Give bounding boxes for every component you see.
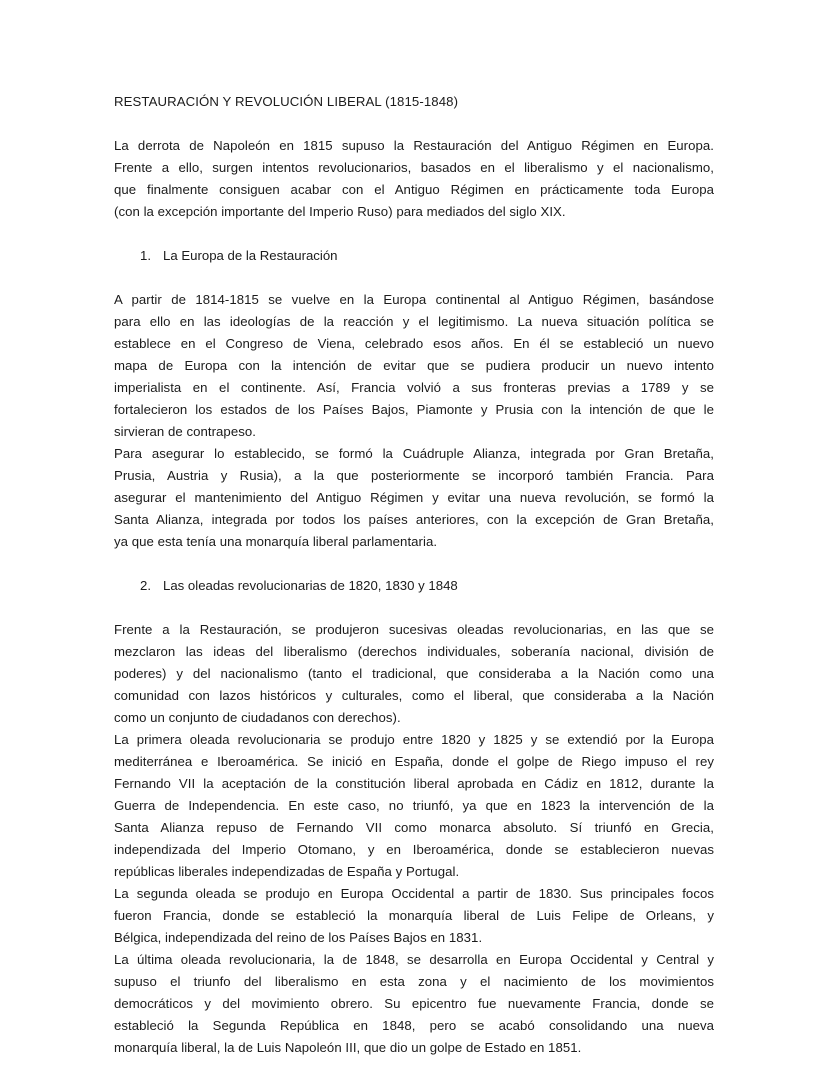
text-line: como un conjunto de ciudadanos con derechos). [114,710,401,725]
paragraph-s1-p2 [114,443,714,553]
text-line: Santa Alianza, integrada por todos los países anteriores, con la excepción de Gran Bretaña, [114,512,714,527]
text-line: La última oleada revolucionaria, la de 1848, se desarrolla en Europa Occidental y Central y [114,952,714,967]
text-line: estableció la Segunda República en 1848, pero se acabó consolidando una nueva [114,1018,714,1033]
section-label-1: La Europa de la Restauración [163,248,338,263]
text-line: comunidad con lazos históricos y culturales, como el liberal, que consideraba a la Nación [114,688,714,703]
section-number-2: 2. [140,578,151,593]
paragraph-s2-p1 [114,619,714,729]
section-label-2: Las oleadas revolucionarias de 1820, 1830 y 1848 [163,578,458,593]
text-line: La segunda oleada se produjo en Europa Occidental a partir de 1830. Sus principales focos [114,886,714,901]
text-line: Prusia, Austria y Rusia), a la que posteriormente se incorporó también Francia. Para [114,468,714,483]
text-line: mapa de Europa con la intención de evitar que se pudiera producir un nuevo intento [114,358,714,373]
text-line: mezclaron las ideas del liberalismo (derechos individuales, soberanía nacional, división de [114,644,714,659]
text-line: independizada del Imperio Otomano, y en Iberoamérica, donde se establecieron nuevas [114,842,714,857]
text-line: Frente a la Restauración, se produjeron sucesivas oleadas revolucionarias, en las que se [114,622,714,637]
text-line: para ello en las ideologías de la reacción y el legitimismo. La nueva situación política se [114,314,714,329]
text-line: Fernando VII la aceptación de la constitución liberal aprobada en Cádiz en 1812, durante la [114,776,714,791]
text-line: Bélgica, independizada del reino de los Países Bajos en 1831. [114,930,483,945]
text-line: democráticos y del movimiento obrero. Su epicentro fue nuevamente Francia, donde se [114,996,714,1011]
text-line: imperialista en el continente. Así, Francia volvió a sus fronteras previas a 1789 y se [114,380,714,395]
text-line: asegurar el mantenimiento del Antiguo Régimen y evitar una nueva revolución, se formó la [114,490,714,505]
text-line: fortalecieron los estados de los Países Bajos, Piamonte y Prusia con la intención de que le [114,402,714,417]
text-line: sirvieran de contrapeso. [114,424,256,439]
text-line: (con la excepción importante del Imperio Ruso) para mediados del siglo XIX. [114,204,566,219]
text-line: repúblicas liberales independizadas de España y Portugal. [114,864,460,879]
text-line: Santa Alianza repuso de Fernando VII como monarca absoluto. Sí triunfó en Grecia, [114,820,714,835]
document-body [114,91,714,1071]
paragraph-s2-p4 [114,949,714,1059]
text-line: ya que esta tenía una monarquía liberal parlamentaria. [114,534,438,549]
text-line: La derrota de Napoleón en 1815 supuso la Restauración del Antiguo Régimen en Europa. [114,138,714,153]
section-heading-2 [114,575,714,597]
text-line: A partir de 1814-1815 se vuelve en la Europa continental al Antiguo Régimen, basándose [114,292,714,307]
text-line: mediterránea e Iberoamérica. Se inició en España, donde el golpe de Riego impuso el rey [114,754,714,769]
text-line: que finalmente consiguen acabar con el Antiguo Régimen en prácticamente toda Europa [114,182,714,197]
paragraph-s2-p2 [114,729,714,883]
intro-paragraph [114,135,714,223]
paragraph-s1-p1 [114,289,714,443]
text-line: monarquía liberal, la de Luis Napoleón III, que dio un golpe de Estado en 1851. [114,1040,582,1055]
text-line: supuso el triunfo del liberalismo en esta zona y el nacimiento de los movimientos [114,974,714,989]
text-line: Frente a ello, surgen intentos revolucionarios, basados en el liberalismo y el nacionalismo, [114,160,714,175]
text-line: La primera oleada revolucionaria se produjo entre 1820 y 1825 y se extendió por la Europa [114,732,714,747]
text-line: Para asegurar lo establecido, se formó la Cuádruple Alianza, integrada por Gran Bretaña, [114,446,714,461]
text-line: fueron Francia, donde se estableció la monarquía liberal de Luis Felipe de Orleans, y [114,908,714,923]
text-line: establece en el Congreso de Viena, celebrado esos años. En él se estableció un nuevo [114,336,714,351]
section-heading-1 [114,245,714,267]
section-number-1: 1. [140,248,151,263]
text-line: Guerra de Independencia. En este caso, no triunfó, ya que en 1823 la intervención de la [114,798,714,813]
page-title: RESTAURACIÓN Y REVOLUCIÓN LIBERAL (1815-1848) [114,94,459,109]
paragraph-s2-p3 [114,883,714,949]
text-line: poderes) y del nacionalismo (tanto el tradicional, que consideraba a la Nación como una [114,666,714,681]
